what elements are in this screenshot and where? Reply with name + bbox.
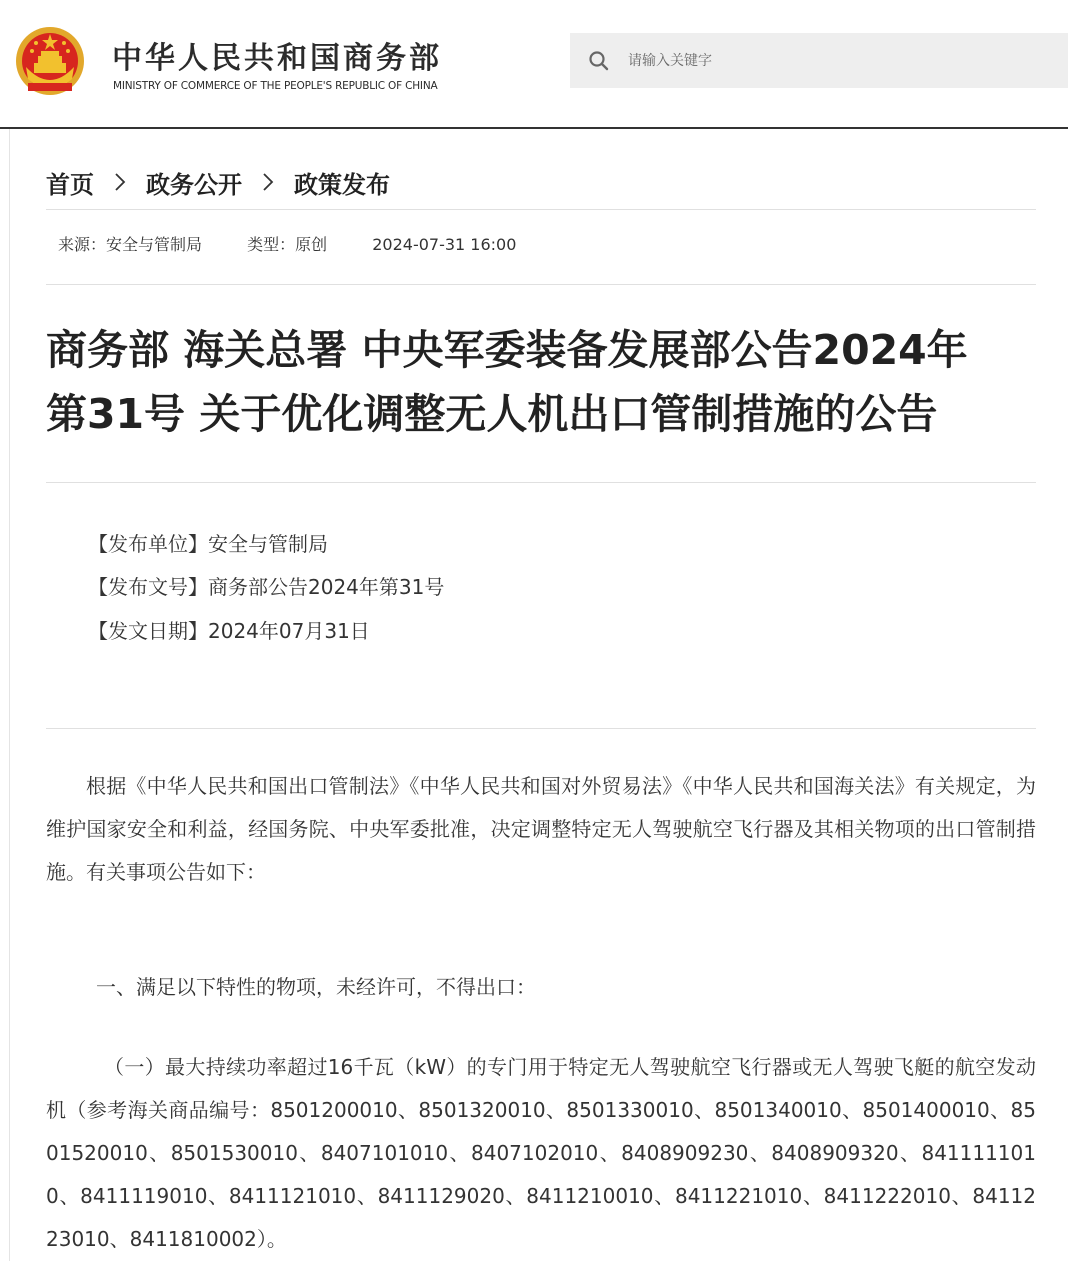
info-document-number: 【发布文号】商务部公告2024年第31号 [88,575,445,599]
search-icon[interactable] [588,50,610,72]
meta-type: 类型：原创 [247,235,328,254]
breadcrumb-policy-release[interactable]: 政策发布 [294,170,390,199]
breadcrumb-home[interactable]: 首页 [46,170,94,199]
site-name-cn[interactable]: 中华人民共和国商务部 [112,41,442,76]
breadcrumb [46,164,390,200]
title-divider [46,482,1036,483]
title-line-2: 第31号 关于优化调整无人机出口管制措施的公告 [46,390,938,438]
info-divider [46,728,1036,729]
national-emblem-icon[interactable] [14,23,86,101]
search-input[interactable] [628,33,1048,88]
breadcrumb-gov-affairs[interactable]: 政务公开 [146,170,242,199]
site-name-en: MINISTRY OF COMMERCE OF THE PEOPLE'S REPUBLIC OF CHINA [113,80,438,92]
breadcrumb-divider [46,209,1036,210]
meta-datetime: 2024-07-31 16:00 [372,235,517,254]
article-meta [58,232,516,255]
search-bar [570,33,1068,88]
chevron-right-icon [252,172,284,192]
header-divider [0,127,1068,129]
site-header [0,0,1068,127]
body-paragraph-item-1: （一）最大持续功率超过16千瓦（kW）的专门用于特定无人驾驶航空飞行器或无人驾驶飞艇的航空发动机（参考海关商品编号：8501200010、8501320010、8501330010、8501340010、8501400010、8501520010、8501530010、8407101010、8407102010、8408909230、8408909320、8411111010、8411119010、8411121010、8411129020、8411210010、8411221010、8411222010、8411223010、8411810002）。 [46,1055,1036,1251]
meta-source: 来源：安全与管制局 [58,235,203,254]
page-title [46,318,1036,446]
chevron-right-icon [104,172,136,192]
meta-divider [46,284,1036,285]
title-line-1: 商务部 海关总署 中央军委装备发展部公告2024年 [46,326,968,374]
info-publishing-unit: 【发布单位】安全与管制局 [88,532,328,556]
body-paragraph-intro: 根据《中华人民共和国出口管制法》《中华人民共和国对外贸易法》《中华人民共和国海关法》有关规定，为维护国家安全和利益，经国务院、中央军委批准，决定调整特定无人驾驶航空飞行器及其相关物项的出口管制措施。有关事项公告如下： [46,774,1036,884]
info-issue-date: 【发文日期】2024年07月31日 [88,619,370,643]
left-border [9,129,10,1261]
body-paragraph-section-1: 一、满足以下特性的物项，未经许可，不得出口： [96,975,536,999]
